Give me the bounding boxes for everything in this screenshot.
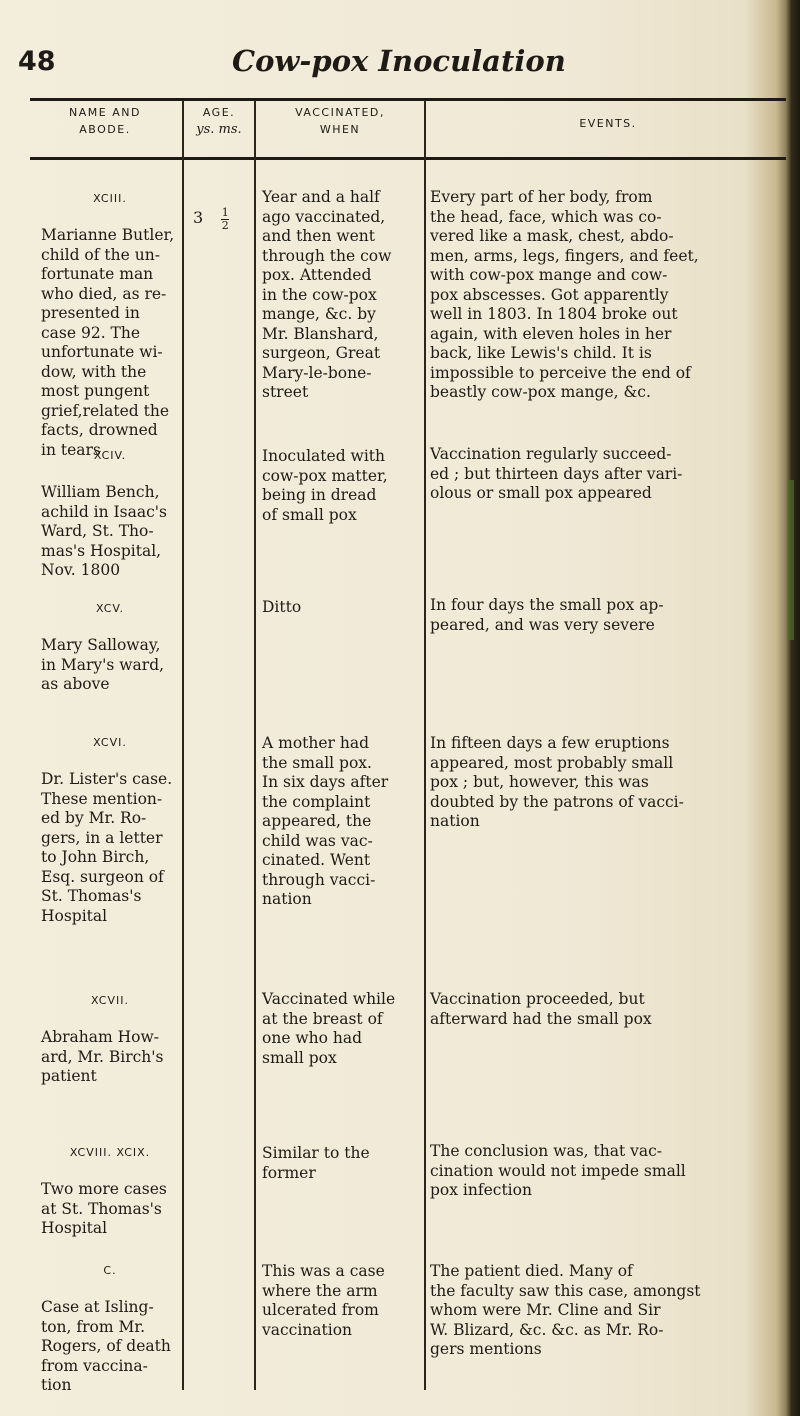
table-row-name: XCIII. Marianne Butler, child of the un- fortunate man who died, as re- presented in case 92. The unfortunate wi- dow, with the most pungent grief,related the facts, drowned in tears: [41, 191, 175, 459]
age-fraction: $\frac{1}{2}$: [221, 205, 229, 232]
table-row-vaccinated: Ditto: [262, 598, 302, 616]
column-divider: [254, 100, 256, 1390]
column-header-vaccinated: VACCINATED, WHEN: [295, 106, 385, 136]
table-row-vaccinated: Similar to the former: [262, 1144, 370, 1182]
table-row-events: In four days the small pox ap- peared, and was very severe: [430, 596, 664, 634]
table-row-events: Vaccination proceeded, but afterward had the small pox: [430, 990, 652, 1028]
table-row-vaccinated: A mother had the small pox. In six days after the complaint appeared, the child was vac- cinated. Went through vacci- nation: [262, 734, 389, 908]
table-row-name: XCVIII. XCIX. Two more cases at St. Thomas's Hospital: [41, 1145, 167, 1237]
table-row-events: The patient died. Many of the faculty saw this case, amongst whom were Mr. Cline and Sir W. Blizard, &c. &c. as Mr. Ro- gers mentions: [430, 1262, 701, 1358]
page-edge-shadow: [786, 0, 800, 1416]
running-title: Cow-pox Inoculation: [232, 44, 566, 78]
column-header-events: EVENTS.: [579, 117, 637, 130]
table-row-vaccinated: Inoculated with cow-pox matter, being in dread of small pox: [262, 447, 388, 524]
table-row-events: Every part of her body, from the head, face, which was co- vered like a mask, chest, abdo- men, arms, legs, fingers, and feet, with cow-pox mange and cow- pox abscesses. Got apparently well in 1803. In 1804 broke out again, with eleven holes in her back, like Lewis's child. It is impossible to perceive the end of beastly cow-pox mange, &c.: [430, 188, 699, 401]
table-row-vaccinated: Year and a half ago vaccinated, and then went through the cow pox. Attended in the cow-pox mange, &c. by Mr. Blanshard, surgeon, Great Mary-le-bone- street: [262, 188, 392, 401]
page-edge-tint: [788, 480, 794, 640]
table-row-name: XCVI. Dr. Lister's case. These mention- ed by Mr. Ro- gers, in a letter to John Birch, Esq. surgeon of St. Thomas's Hospital: [41, 735, 173, 925]
column-head-rule: [30, 157, 790, 160]
page-header: [0, 46, 780, 90]
table-row-name: XCIV. William Bench, achild in Isaac's Ward, St. Tho- mas's Hospital, Nov. 1800: [41, 448, 167, 579]
column-divider: [182, 100, 184, 1390]
table-row-name: XCVII. Abraham How- ard, Mr. Birch's patient: [41, 993, 164, 1085]
page-number: 48: [18, 46, 56, 77]
table-row-name: XCV. Mary Salloway, in Mary's ward, as above: [41, 601, 165, 693]
column-divider: [424, 100, 426, 1390]
header-rule: [30, 98, 790, 101]
table-row-vaccinated: Vaccinated while at the breast of one who had small pox: [262, 990, 396, 1067]
column-header-name: NAME AND ABODE.: [69, 106, 141, 136]
table-row-age: 3 $\frac{1}{2}$: [193, 205, 229, 232]
table-row-events: The conclusion was, that vac- cination would not impede small pox infection: [430, 1142, 686, 1199]
table-row-events: In fifteen days a few eruptions appeared, most probably small pox ; but, however, this was doubted by the patrons of vacci- nation: [430, 734, 684, 830]
table-row-name: C. Case at Isling- ton, from Mr. Rogers, of death from vaccina- tion: [41, 1263, 171, 1394]
table-row-events: Vaccination regularly succeed- ed ; but thirteen days after vari- olous or small pox appeared: [430, 445, 683, 502]
column-header-age: AGE. ys. ms.: [196, 106, 242, 137]
table-row-vaccinated: This was a case where the arm ulcerated from vaccination: [262, 1262, 385, 1339]
